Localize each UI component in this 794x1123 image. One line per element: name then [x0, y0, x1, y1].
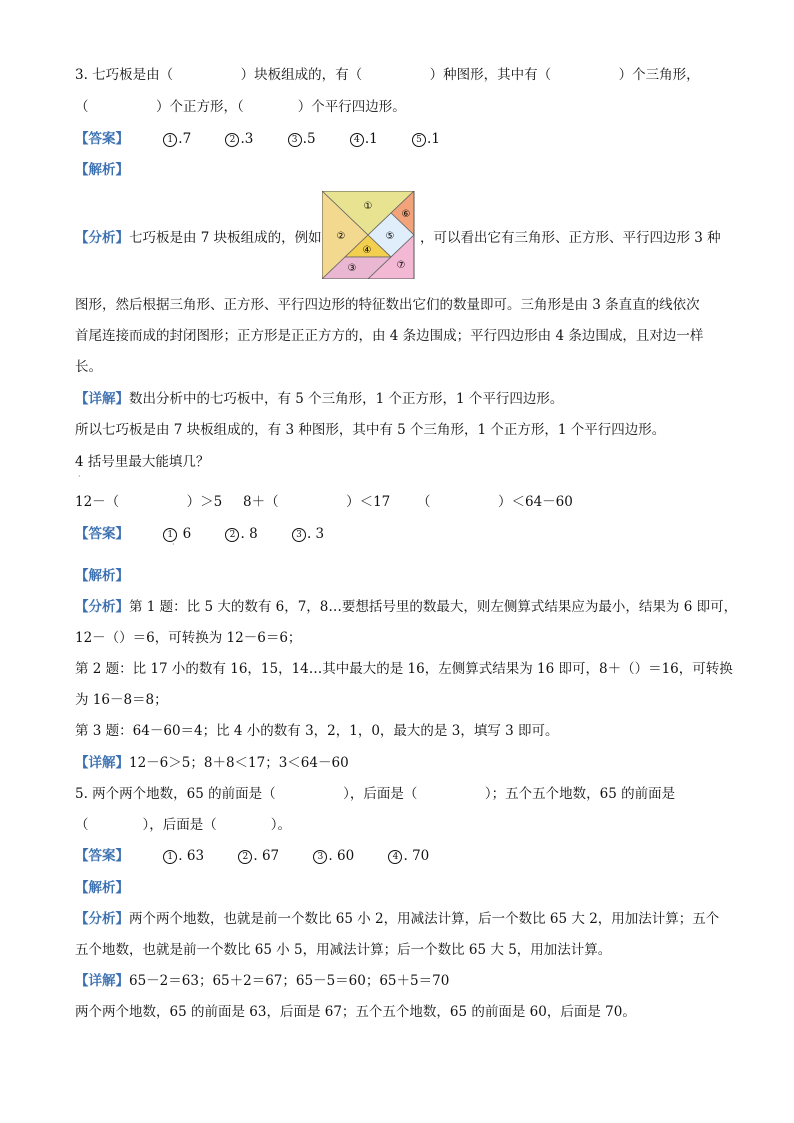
q3-analysis-line4: 长。	[75, 359, 102, 375]
svg-text:④: ④	[362, 245, 372, 256]
tangram-figure	[322, 191, 418, 279]
q4-analysis-line2: 12－（）＝6，可转换为 12－6＝6；	[75, 630, 302, 646]
q5-answer-row	[75, 846, 429, 866]
answer-item: 1 . 63	[163, 846, 204, 866]
q4-analysis-line3: 第 2 题：比 17 小的数有 16，15，14…其中最大的是 16，左侧算式结果为 16 即可，8＋（）＝16，可转换	[75, 661, 733, 677]
answer-item: 4 .1	[350, 129, 378, 149]
svg-text:②: ②	[336, 231, 346, 242]
answer-item: 2 .3	[225, 129, 253, 149]
q3-analysis-line3: 首尾连接而成的封闭图形；正方形是正正方方的，由 4 条边围成；平行四边形由 4 条边围成，且对边一样	[75, 328, 704, 344]
detail-tag: 【详解】	[75, 973, 129, 989]
answer-item: 2 . 8	[225, 524, 257, 544]
answer-tag: 【答案】	[75, 526, 129, 542]
q5-question-line1: 5. 两个两个地数，65 的前面是（ ），后面是（ ）；五个五个地数，65 的前面是	[75, 786, 676, 802]
detail-tag: 【详解】	[75, 391, 129, 407]
q4-detail-line: 【详解】12－6＞5；8＋8＜17；3＜64－60	[75, 755, 349, 771]
svg-text:①: ①	[363, 201, 373, 212]
q4-expr-2: 8＋（ ）＜17	[243, 494, 391, 510]
q3-analysis-intro-cont: ，可以看出它有三角形、正方形、平行四边形 3 种	[420, 230, 721, 246]
q3-detail-line1: 【详解】数出分析中的七巧板中，有 5 个三角形，1 个正方形，1 个平行四边形。	[75, 391, 564, 407]
q4-expr-3: （ ）＜64－60	[417, 494, 573, 510]
q3-detail-line2: 所以七巧板是由 7 块板组成的，有 3 种图形，其中有 5 个三角形，1 个正方形，1 个平行四边形。	[75, 422, 666, 438]
fenxi-tag: 【分析】	[75, 599, 129, 615]
analysis-tag: 【解析】	[75, 162, 129, 178]
q3-answer-row	[75, 129, 440, 149]
q5-analysis-line2: 五个地数，也就是前一个数比 65 小 5，用减法计算；后一个数比 65 大 5，用加法计算。	[75, 942, 612, 958]
q3-analysis-line2: 图形，然后根据三角形、正方形、平行四边形的特征数出它们的数量即可。三角形是由 3 条直直的线依次	[75, 297, 700, 313]
dot-mark: ·	[78, 472, 81, 481]
q5-analysis-line1: 【分析】两个两个地数，也就是前一个数比 65 小 2，用减法计算，后一个数比 65 大 2，用加法计算；五个	[75, 911, 720, 927]
answer-tag: 【答案】	[75, 131, 129, 147]
answer-item: 1 6	[163, 524, 191, 544]
answer-item: 2 . 67	[238, 846, 279, 866]
q4-analysis-line4: 为 16－8＝8；	[75, 692, 168, 708]
fenxi-tag: 【分析】	[75, 230, 129, 246]
fenxi-tag: 【分析】	[75, 911, 129, 927]
answer-item: 3 . 60	[313, 846, 354, 866]
q3-question-line1: 3. 七巧板是由（ ）块板组成的，有（ ）种图形，其中有（ ）个三角形，	[75, 67, 700, 83]
svg-text:⑦: ⑦	[396, 260, 406, 271]
q4-expr-1: 12－（ ）＞5	[75, 494, 223, 510]
q5-detail-line1: 【详解】65－2＝63；65＋2＝67；65－5＝60；65＋5＝70	[75, 973, 450, 989]
analysis-tag: 【解析】	[75, 568, 129, 584]
q3-question-line2: （ ）个正方形，（ ）个平行四边形。	[75, 99, 406, 115]
q4-title: 4 括号里最大能填几？	[75, 454, 210, 470]
q4-analysis-line1: 【分析】第 1 题：比 5 大的数有 6，7，8…要想括号里的数最大，则左侧算式结果应为最小，结果为 6 即可，	[75, 599, 738, 615]
answer-item: 5 .1	[412, 129, 440, 149]
q4-analysis-line5: 第 3 题：64－60＝4；比 4 小的数有 3，2，1，0，最大的是 3，填写 3 即可。	[75, 723, 559, 739]
q3-analysis-intro: 【分析】七巧板是由 7 块板组成的，例如	[75, 230, 322, 246]
answer-tag: 【答案】	[75, 848, 129, 864]
detail-tag: 【详解】	[75, 755, 129, 771]
q5-detail-line2: 两个两个地数，65 的前面是 63，后面是 67；五个五个地数，65 的前面是 60，后面是 70。	[75, 1004, 636, 1020]
q5-question-line2: （ ），后面是（ ）。	[75, 817, 291, 833]
answer-item: 1 .7	[163, 129, 191, 149]
answer-item: 3 . 3	[292, 524, 324, 544]
svg-text:③: ③	[347, 263, 357, 274]
q4-answer-row	[75, 524, 324, 544]
svg-text:⑤: ⑤	[385, 231, 395, 242]
dot-mark: ·	[172, 540, 175, 549]
analysis-tag: 【解析】	[75, 880, 129, 896]
answer-item: 4 . 70	[388, 846, 429, 866]
answer-item: 3 .5	[288, 129, 316, 149]
svg-text:⑥: ⑥	[401, 209, 411, 220]
